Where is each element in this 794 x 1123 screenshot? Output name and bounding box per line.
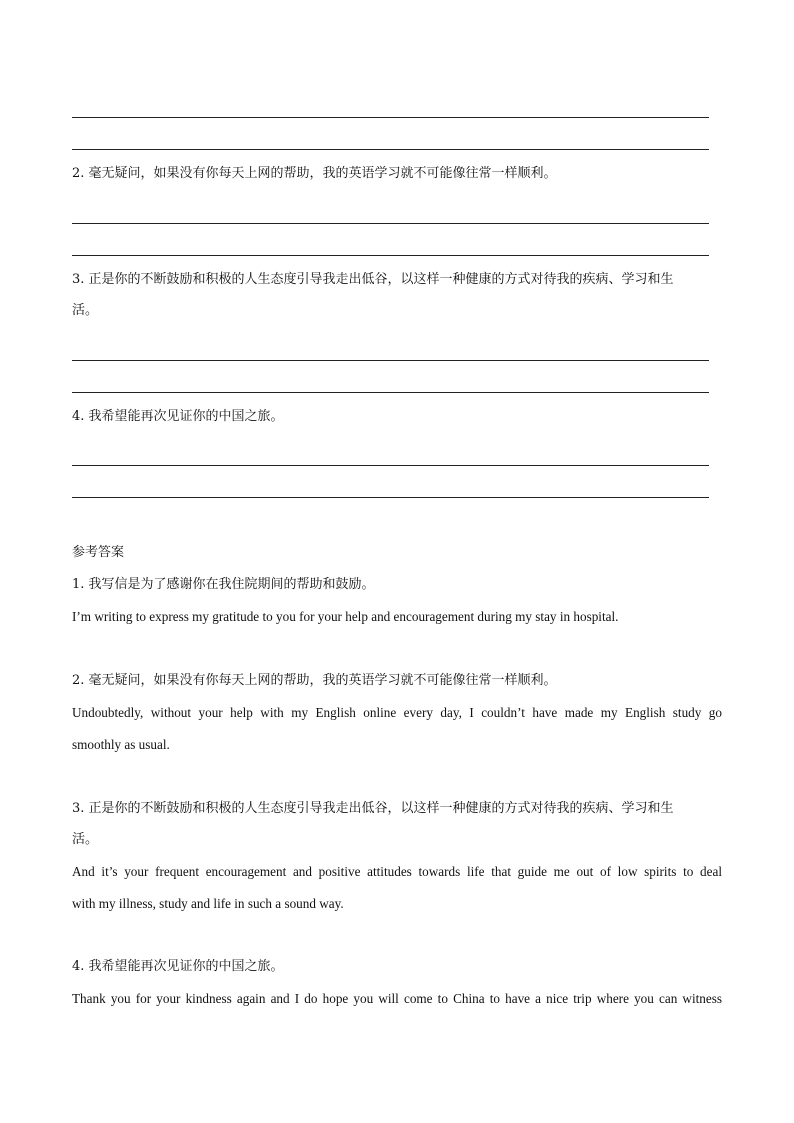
answer-3-en-line-2: with my illness, study and life in such a sound way. xyxy=(72,896,344,911)
answer-line xyxy=(72,223,709,224)
answer-4-en-line-1: Thank you for your kindness again and I do hope you will come to China to have a nice trip where you can witness xyxy=(72,991,722,1006)
answer-3-cn-line-2: 活。 xyxy=(72,832,99,847)
answer-line xyxy=(72,149,709,150)
question-3-line-2: 活。 xyxy=(72,303,99,318)
answer-line xyxy=(72,497,709,498)
answer-line xyxy=(72,392,709,393)
answer-2-cn: 2. 毫无疑问，如果没有你每天上网的帮助，我的英语学习就不可能像往常一样顺利。 xyxy=(72,673,557,688)
answer-3-en-line-1: And it’s your frequent encouragement and positive attitudes towards life that guide me out of low spirits to deal xyxy=(72,864,722,879)
answer-line xyxy=(72,255,709,256)
answer-2-en-line-2: smoothly as usual. xyxy=(72,737,170,752)
question-4: 4. 我希望能再次见证你的中国之旅。 xyxy=(72,409,284,424)
answer-4-cn: 4. 我希望能再次见证你的中国之旅。 xyxy=(72,959,284,974)
answer-3-cn-line-1: 3. 正是你的不断鼓励和积极的人生态度引导我走出低谷，以这样一种健康的方式对待我的疾病、学习和生 xyxy=(72,801,674,816)
question-3-line-1: 3. 正是你的不断鼓励和积极的人生态度引导我走出低谷，以这样一种健康的方式对待我的疾病、学习和生 xyxy=(72,272,674,287)
answer-line xyxy=(72,360,709,361)
answer-2-en-line-1: Undoubtedly, without your help with my English online every day, I couldn’t have made my English study go xyxy=(72,705,722,720)
answer-line xyxy=(72,465,709,466)
answer-1-cn: 1. 我写信是为了感谢你在我住院期间的帮助和鼓励。 xyxy=(72,577,375,592)
answer-line xyxy=(72,117,709,118)
question-2: 2. 毫无疑问，如果没有你每天上网的帮助，我的英语学习就不可能像往常一样顺利。 xyxy=(72,166,557,181)
answer-1-en: I’m writing to express my gratitude to you for your help and encouragement during my stay in hospital. xyxy=(72,609,619,624)
answers-heading: 参考答案 xyxy=(72,545,125,560)
